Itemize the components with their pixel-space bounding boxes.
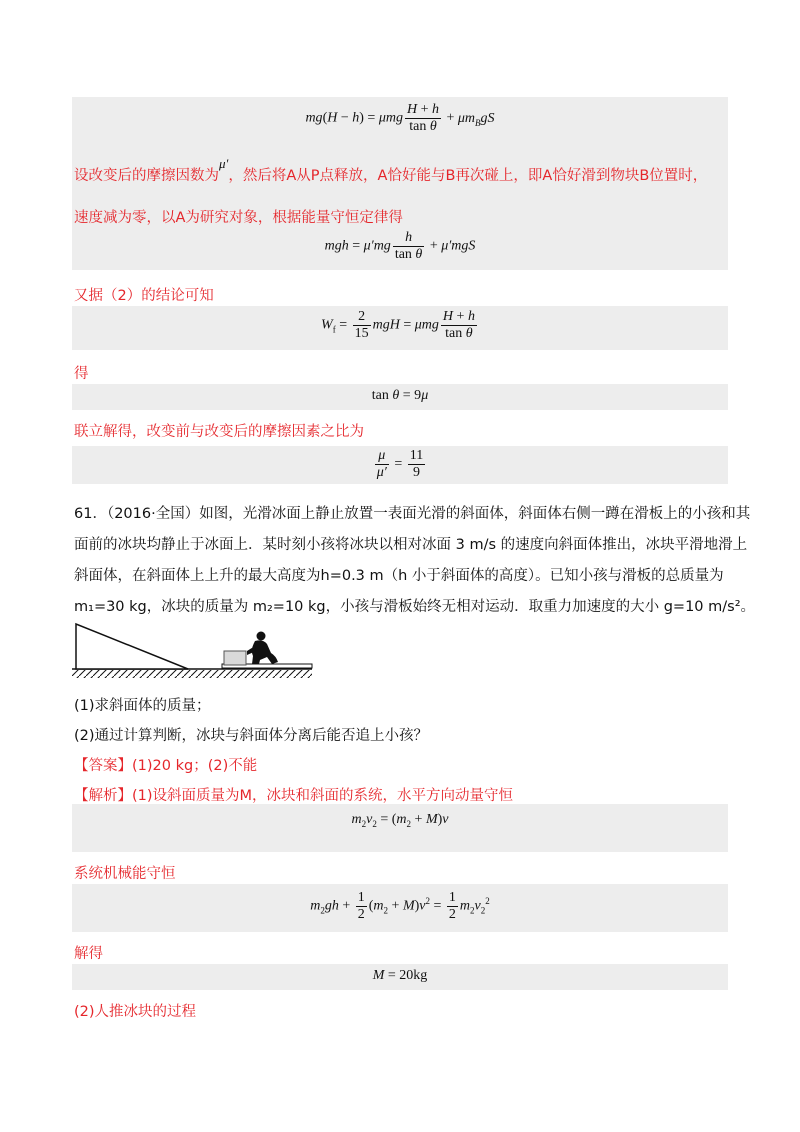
line-again: 又据（2）的结论可知 bbox=[74, 288, 214, 304]
equation-ratio: $\frac{\mu}{\mu'}$ = $\frac{11}{9}$ bbox=[376, 448, 424, 480]
equation-mechanical-energy: $m_2gh$ + $\frac{1}{2}$ $(m_2 + M)v^2$ = $\frac{1}{2}$ $m_2v_2^2$ bbox=[310, 890, 490, 922]
line-de: 得 bbox=[74, 366, 89, 382]
equation-tan: tan θ = 9μ bbox=[371, 388, 429, 403]
line-push: (2)人推冰块的过程 bbox=[74, 1004, 197, 1020]
answer-tag: 【答案】 bbox=[74, 758, 132, 774]
analysis-text: (1)设斜面质量为M，冰块和斜面的系统，水平方向动量守恒 bbox=[132, 788, 514, 804]
equation-work: $W_f$ = $\frac{2}{15}$ mgH = μmg $\frac{H + h}{\text{tan θ}}$ bbox=[321, 309, 475, 341]
incline-block bbox=[76, 624, 188, 669]
problem-line-4: m₁=30 kg，冰块的质量为 m₂=10 kg，小孩与滑板始终无相对运动．取重力加速度的大小 g=10 m/s²。 bbox=[74, 599, 756, 615]
problem-line-1: 61．（2016·全国）如图，光滑冰面上静止放置一表面光滑的斜面体，斜面体右侧一蹲在滑板上的小孩和其 bbox=[74, 506, 751, 522]
problem-line-2: 面前的冰块均静止于冰面上．某时刻小孩将冰块以相对冰面 3 m/s 的速度向斜面体推出，冰块平滑地滑上 bbox=[74, 537, 748, 553]
equation-energy-initial: mg(H − h) = μmg $\frac{H + h}{\text{tan θ}}$ + $\mu m_BgS$ bbox=[305, 102, 495, 134]
paragraph-new-friction: 设改变后的摩擦因数为μ′，然后将A从P点释放，A恰好能与B再次碰上，即A恰好滑到物块B位置时， bbox=[74, 156, 708, 184]
ice-cube bbox=[224, 651, 246, 665]
incline-diagram bbox=[72, 620, 317, 682]
analysis-line bbox=[74, 784, 513, 805]
mu-prime-symbol: μ′ bbox=[219, 156, 229, 171]
line-joint: 联立解得，改变前与改变后的摩擦因素之比为 bbox=[74, 424, 364, 440]
ice-surface bbox=[72, 669, 312, 678]
child-figure bbox=[247, 632, 278, 665]
question-1: (1)求斜面体的质量； bbox=[74, 698, 211, 714]
answer-line bbox=[74, 754, 257, 775]
paragraph-energy-conservation: 速度减为零，以A为研究对象，根据能量守恒定律得 bbox=[74, 210, 403, 226]
line-solve: 解得 bbox=[74, 946, 103, 962]
problem-line-3: 斜面体，在斜面体上上升的最大高度为h=0.3 m（h 小于斜面体的高度）。已知小孩与滑板的总质量为 bbox=[74, 568, 724, 584]
equation-mass-result: M = 20kg bbox=[372, 968, 428, 983]
equation-momentum: $m_2v_2 = (m_2 + M)v$ bbox=[351, 812, 449, 829]
answer-text: (1)20 kg；(2)不能 bbox=[132, 758, 258, 774]
equation-energy-after: mgh = μ′mg $\frac{h}{\text{tan θ}}$ + μ′mgS bbox=[324, 230, 476, 262]
line-energy: 系统机械能守恒 bbox=[74, 866, 176, 882]
analysis-tag: 【解析】 bbox=[74, 788, 132, 804]
question-2: (2)通过计算判断，冰块与斜面体分离后能否追上小孩？ bbox=[74, 728, 429, 744]
